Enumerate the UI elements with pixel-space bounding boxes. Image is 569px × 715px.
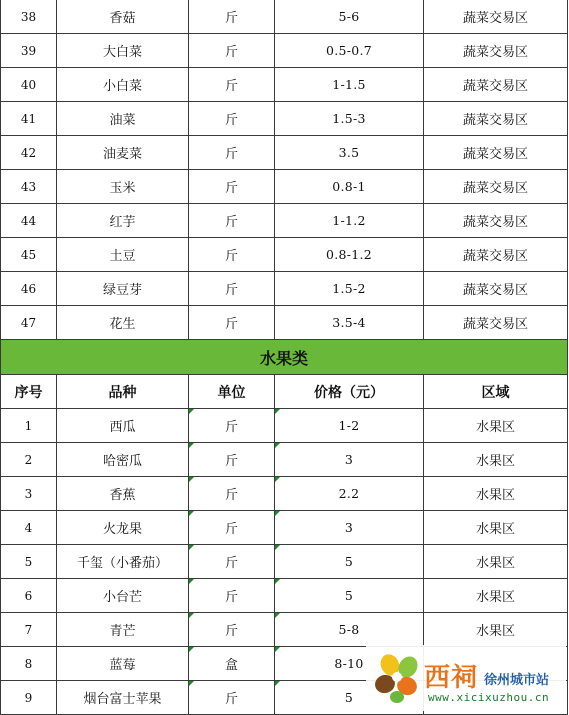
item-unit: 斤 — [189, 409, 275, 443]
table-row — [1, 272, 568, 306]
item-price: 3.5 — [275, 136, 424, 170]
header-unit: 单位 — [189, 375, 275, 409]
row-number: 42 — [1, 136, 57, 170]
watermark-brand: 西祠 — [424, 663, 479, 693]
item-unit: 斤 — [189, 306, 275, 340]
item-name: 红芋 — [57, 204, 189, 238]
table-row — [1, 477, 568, 511]
row-number: 3 — [1, 477, 57, 511]
table-row — [1, 34, 568, 68]
column-header-row — [1, 375, 568, 409]
item-price: 1-1.2 — [275, 204, 424, 238]
item-price: 1-2 — [275, 409, 424, 443]
table-row — [1, 409, 568, 443]
watermark-url: www.xicixuzhou.cn — [428, 691, 550, 704]
item-name: 小台芒 — [57, 579, 189, 613]
table-row — [1, 136, 568, 170]
item-price: 5 — [275, 681, 424, 715]
row-number: 5 — [1, 545, 57, 579]
item-unit: 斤 — [189, 34, 275, 68]
header-area: 区域 — [424, 375, 568, 409]
row-number: 9 — [1, 681, 57, 715]
watermark-city: 徐州城市站 — [484, 673, 550, 688]
item-area: 蔬菜交易区 — [424, 0, 568, 34]
row-number: 38 — [1, 0, 57, 34]
item-area: 蔬菜交易区 — [424, 34, 568, 68]
item-price: 1.5-2 — [275, 272, 424, 306]
row-number: 2 — [1, 443, 57, 477]
item-unit: 斤 — [189, 136, 275, 170]
section-title-row — [1, 340, 568, 375]
site-watermark — [366, 645, 566, 711]
item-name: 千玺（小番茄） — [57, 545, 189, 579]
row-number: 46 — [1, 272, 57, 306]
item-area: 蔬菜交易区 — [424, 238, 568, 272]
table-row — [1, 579, 568, 613]
item-unit: 斤 — [189, 272, 275, 306]
item-price: 0.8-1 — [275, 170, 424, 204]
item-name: 蓝莓 — [57, 647, 189, 681]
item-area: 水果区 — [424, 545, 568, 579]
item-price: 8-10 — [275, 647, 424, 681]
item-name: 青芒 — [57, 613, 189, 647]
item-unit: 斤 — [189, 102, 275, 136]
item-area: 蔬菜交易区 — [424, 272, 568, 306]
item-unit: 斤 — [189, 681, 275, 715]
table-row — [1, 170, 568, 204]
row-number: 41 — [1, 102, 57, 136]
table-row — [1, 511, 568, 545]
item-unit: 斤 — [189, 170, 275, 204]
item-price: 5-8 — [275, 613, 424, 647]
item-area: 水果区 — [424, 511, 568, 545]
item-area: 水果区 — [424, 443, 568, 477]
item-name: 花生 — [57, 306, 189, 340]
item-price: 5-6 — [275, 0, 424, 34]
row-number: 39 — [1, 34, 57, 68]
item-area: 蔬菜交易区 — [424, 102, 568, 136]
item-area: 水果区 — [424, 613, 568, 647]
item-price: 1.5-3 — [275, 102, 424, 136]
row-number: 43 — [1, 170, 57, 204]
item-name: 玉米 — [57, 170, 189, 204]
item-price: 3.5-4 — [275, 306, 424, 340]
row-number: 47 — [1, 306, 57, 340]
header-price: 价格（元） — [275, 375, 424, 409]
row-number: 8 — [1, 647, 57, 681]
section-title: 水果类 — [1, 340, 568, 375]
item-unit: 斤 — [189, 545, 275, 579]
item-name: 绿豆芽 — [57, 272, 189, 306]
item-name: 小白菜 — [57, 68, 189, 102]
fruit-section — [1, 340, 568, 409]
item-price: 2.2 — [275, 477, 424, 511]
row-number: 40 — [1, 68, 57, 102]
item-unit: 盒 — [189, 647, 275, 681]
row-number: 7 — [1, 613, 57, 647]
item-price: 3 — [275, 443, 424, 477]
table-row — [1, 443, 568, 477]
item-name: 油麦菜 — [57, 136, 189, 170]
item-area: 水果区 — [424, 477, 568, 511]
item-price: 5 — [275, 579, 424, 613]
table-row — [1, 204, 568, 238]
item-name: 油菜 — [57, 102, 189, 136]
row-number: 6 — [1, 579, 57, 613]
table-row — [1, 238, 568, 272]
item-unit: 斤 — [189, 68, 275, 102]
item-name: 烟台富士苹果 — [57, 681, 189, 715]
header-name: 品种 — [57, 375, 189, 409]
table-row — [1, 102, 568, 136]
table-row — [1, 306, 568, 340]
row-number: 45 — [1, 238, 57, 272]
item-area: 蔬菜交易区 — [424, 204, 568, 238]
table-row — [1, 68, 568, 102]
flower-logo-icon — [368, 649, 426, 705]
table-row — [1, 0, 568, 34]
item-area: 蔬菜交易区 — [424, 306, 568, 340]
item-unit: 斤 — [189, 238, 275, 272]
item-unit: 斤 — [189, 204, 275, 238]
item-area: 水果区 — [424, 579, 568, 613]
item-price: 0.8-1.2 — [275, 238, 424, 272]
item-unit: 斤 — [189, 613, 275, 647]
item-unit: 斤 — [189, 511, 275, 545]
item-unit: 斤 — [189, 0, 275, 34]
header-no: 序号 — [1, 375, 57, 409]
item-area: 蔬菜交易区 — [424, 136, 568, 170]
row-number: 1 — [1, 409, 57, 443]
item-name: 香蕉 — [57, 477, 189, 511]
item-name: 香菇 — [57, 0, 189, 34]
table-row — [1, 545, 568, 579]
item-price: 3 — [275, 511, 424, 545]
item-price: 5 — [275, 545, 424, 579]
item-name: 西瓜 — [57, 409, 189, 443]
item-area: 蔬菜交易区 — [424, 170, 568, 204]
row-number: 44 — [1, 204, 57, 238]
item-name: 土豆 — [57, 238, 189, 272]
item-price: 0.5-0.7 — [275, 34, 424, 68]
item-name: 火龙果 — [57, 511, 189, 545]
table-row — [1, 613, 568, 647]
item-unit: 斤 — [189, 579, 275, 613]
vegetable-rows — [1, 0, 568, 340]
row-number: 4 — [1, 511, 57, 545]
item-name: 哈密瓜 — [57, 443, 189, 477]
item-unit: 斤 — [189, 477, 275, 511]
item-name: 大白菜 — [57, 34, 189, 68]
item-price: 1-1.5 — [275, 68, 424, 102]
item-area: 蔬菜交易区 — [424, 68, 568, 102]
item-unit: 斤 — [189, 443, 275, 477]
item-area: 水果区 — [424, 409, 568, 443]
